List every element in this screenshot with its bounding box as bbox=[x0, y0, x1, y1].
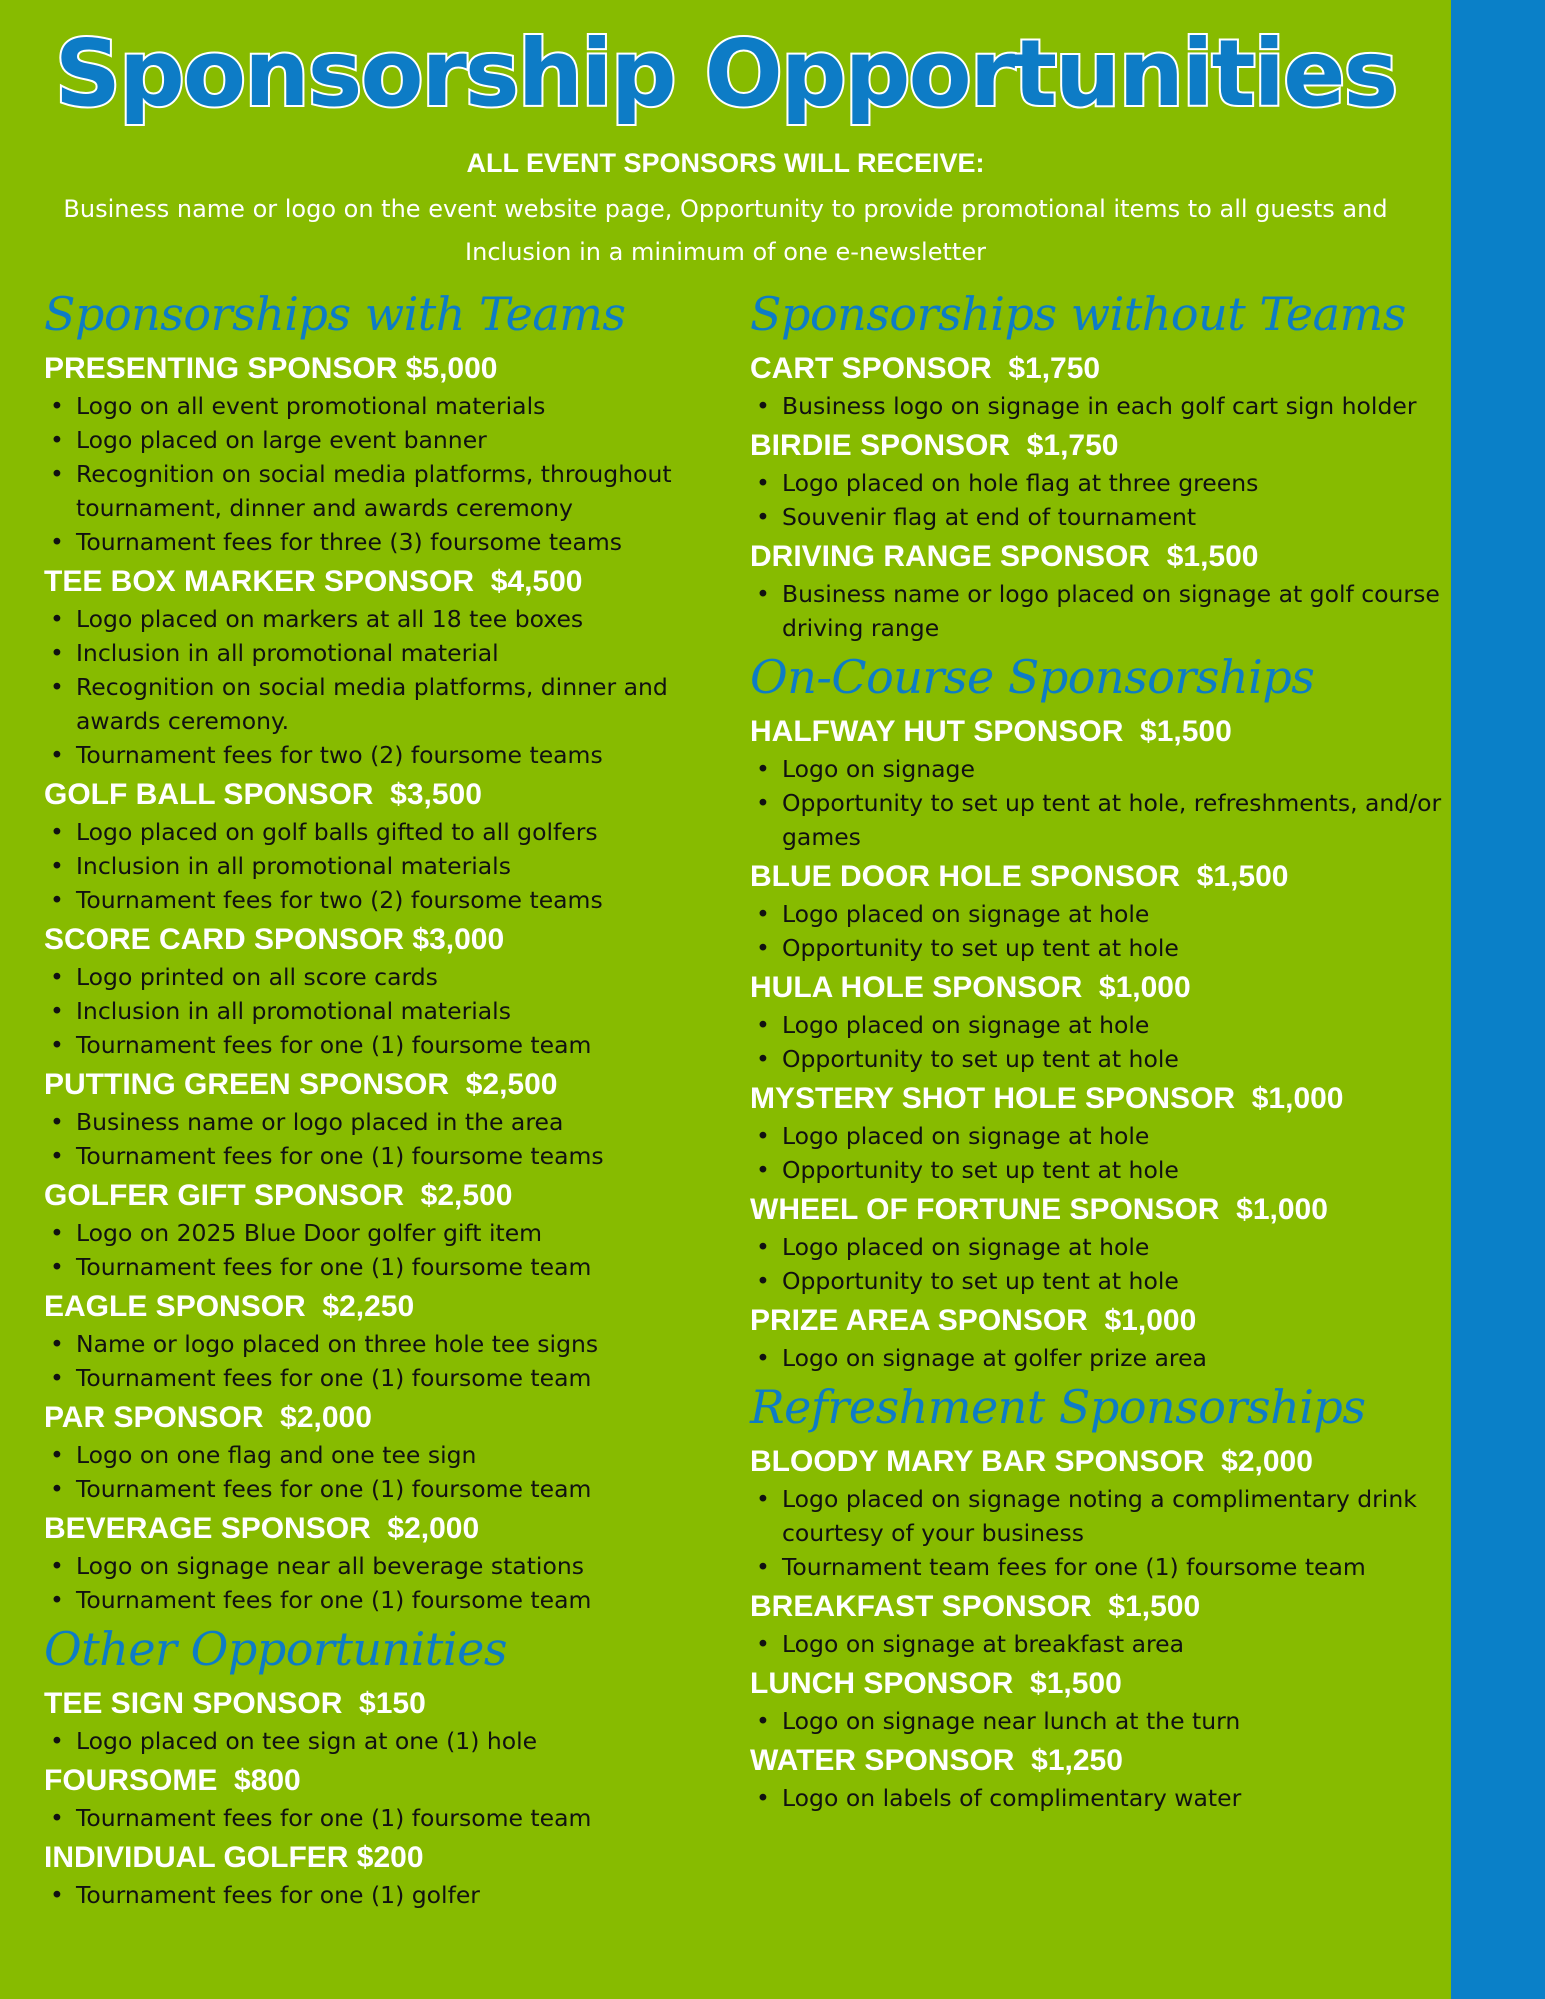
benefit-list bbox=[44, 1105, 744, 1173]
sponsor-mystery-shot-hole-sponsor bbox=[750, 1079, 1450, 1187]
intro-heading: ALL EVENT SPONSORS WILL RECEIVE: bbox=[466, 148, 985, 178]
sponsor-name: HULA HOLE SPONSOR $1,000 bbox=[750, 971, 1191, 1004]
benefit-list bbox=[750, 1781, 1450, 1815]
bullet-icon: • bbox=[756, 469, 770, 497]
benefit-item bbox=[750, 1008, 1450, 1042]
sponsor-name: DRIVING RANGE SPONSOR $1,500 bbox=[750, 540, 1259, 573]
benefit-text: Souvenir flag at end of tournament bbox=[782, 503, 1197, 531]
bullet-icon: • bbox=[50, 460, 64, 488]
benefit-item bbox=[750, 1341, 1450, 1375]
benefit-list bbox=[44, 1878, 744, 1912]
benefit-text: Name or logo placed on three hole tee signs bbox=[76, 1330, 599, 1358]
benefit-text: Tournament fees for one (1) foursome team bbox=[76, 1253, 592, 1281]
bullet-icon: • bbox=[756, 1045, 770, 1073]
benefit-item bbox=[750, 1042, 1450, 1076]
benefit-item bbox=[44, 1472, 744, 1506]
sponsor-par-sponsor bbox=[44, 1398, 744, 1506]
benefit-list bbox=[44, 1327, 744, 1395]
benefit-item bbox=[750, 931, 1450, 965]
bullet-icon: • bbox=[50, 1142, 64, 1170]
benefit-text: Logo placed on markers at all 18 tee boxes bbox=[76, 605, 584, 633]
benefit-text: Logo placed on golf balls gifted to all golfers bbox=[76, 818, 598, 846]
benefit-text: Logo on all event promotional materials bbox=[76, 392, 546, 420]
sponsor-breakfast-sponsor bbox=[750, 1587, 1450, 1661]
bullet-icon: • bbox=[50, 1881, 64, 1909]
benefit-text: Recognition on social media platforms, dinner and awards ceremony. bbox=[76, 673, 668, 735]
benefit-list bbox=[44, 960, 744, 1062]
benefit-item bbox=[750, 389, 1450, 423]
benefit-item bbox=[44, 1549, 744, 1583]
benefit-text: Logo on 2025 Blue Door golfer gift item bbox=[76, 1219, 543, 1247]
bullet-icon: • bbox=[756, 503, 770, 531]
benefit-text: Logo placed on large event banner bbox=[76, 426, 487, 454]
bullet-icon: • bbox=[756, 1122, 770, 1150]
sponsor-name: TEE SIGN SPONSOR $150 bbox=[44, 1687, 426, 1720]
benefit-text: Logo on signage near all beverage stations bbox=[76, 1552, 584, 1580]
sponsor-name: EAGLE SPONSOR $2,250 bbox=[44, 1290, 415, 1323]
sponsor-putting-green-sponsor bbox=[44, 1065, 744, 1173]
section-sponsorships-with-teams bbox=[44, 282, 744, 1617]
benefit-item bbox=[44, 389, 744, 423]
sponsor-name: LUNCH SPONSOR $1,500 bbox=[750, 1667, 1122, 1700]
section-title: Other Opportunities bbox=[44, 1622, 507, 1676]
benefit-list bbox=[44, 1724, 744, 1758]
benefit-item bbox=[44, 960, 744, 994]
benefit-text: Logo placed on signage at hole bbox=[782, 1233, 1150, 1261]
benefit-text: Opportunity to set up tent at hole bbox=[782, 1045, 1179, 1073]
bullet-icon: • bbox=[50, 1330, 64, 1358]
left-column bbox=[44, 282, 744, 1912]
benefit-list bbox=[750, 1119, 1450, 1187]
sponsor-lunch-sponsor bbox=[750, 1664, 1450, 1738]
benefit-list bbox=[750, 1482, 1450, 1584]
benefit-text: Opportunity to set up tent at hole bbox=[782, 1156, 1179, 1184]
benefit-item bbox=[44, 815, 744, 849]
sponsor-name: WHEEL OF FORTUNE SPONSOR $1,000 bbox=[750, 1193, 1328, 1226]
benefit-list bbox=[44, 1438, 744, 1506]
sponsor-tee-box-marker-sponsor bbox=[44, 562, 744, 772]
benefit-item bbox=[750, 1119, 1450, 1153]
benefit-text: Logo placed on tee sign at one (1) hole bbox=[76, 1727, 538, 1755]
bullet-icon: • bbox=[50, 741, 64, 769]
benefit-item bbox=[750, 1230, 1450, 1264]
benefit-list bbox=[44, 815, 744, 917]
sponsor-name: HALFWAY HUT SPONSOR $1,500 bbox=[750, 715, 1232, 748]
benefit-list bbox=[750, 1341, 1450, 1375]
benefit-list bbox=[750, 1230, 1450, 1298]
benefit-item bbox=[44, 602, 744, 636]
sponsor-golfer-gift-sponsor bbox=[44, 1176, 744, 1284]
benefit-item bbox=[44, 1028, 744, 1062]
bullet-icon: • bbox=[756, 789, 770, 817]
benefit-text: Business logo on signage in each golf cart sign holder bbox=[782, 392, 1417, 420]
bullet-icon: • bbox=[756, 1630, 770, 1658]
bullet-icon: • bbox=[50, 1475, 64, 1503]
bullet-icon: • bbox=[756, 580, 770, 608]
sponsor-name: PAR SPONSOR $2,000 bbox=[44, 1401, 372, 1434]
benefit-text: Logo on labels of complimentary water bbox=[782, 1784, 1242, 1812]
benefit-item bbox=[44, 1361, 744, 1395]
sponsor-foursome bbox=[44, 1761, 744, 1835]
benefit-item bbox=[750, 1482, 1450, 1550]
bullet-icon: • bbox=[50, 1108, 64, 1136]
side-accent-bar bbox=[1451, 0, 1545, 1999]
sponsor-name: BLOODY MARY BAR SPONSOR $2,000 bbox=[750, 1445, 1313, 1478]
bullet-icon: • bbox=[50, 528, 64, 556]
bullet-icon: • bbox=[50, 639, 64, 667]
benefit-item bbox=[44, 1801, 744, 1835]
bullet-icon: • bbox=[756, 934, 770, 962]
benefit-item bbox=[44, 1438, 744, 1472]
benefit-text: Tournament fees for one (1) foursome team bbox=[76, 1031, 592, 1059]
bullet-icon: • bbox=[50, 1031, 64, 1059]
bullet-icon: • bbox=[50, 1364, 64, 1392]
benefit-text: Inclusion in all promotional material bbox=[76, 639, 499, 667]
benefit-text: Tournament fees for one (1) foursome team bbox=[76, 1804, 592, 1832]
section-other-opportunities bbox=[44, 1617, 744, 1912]
benefit-text: Tournament fees for one (1) foursome team bbox=[76, 1364, 592, 1392]
bullet-icon: • bbox=[50, 673, 64, 701]
benefit-text: Logo placed on signage at hole bbox=[782, 1122, 1150, 1150]
bullet-icon: • bbox=[50, 1552, 64, 1580]
benefit-item bbox=[750, 466, 1450, 500]
benefit-text: Logo on one flag and one tee sign bbox=[76, 1441, 477, 1469]
benefit-item bbox=[750, 752, 1450, 786]
benefit-text: Logo on signage near lunch at the turn bbox=[782, 1707, 1241, 1735]
benefit-item bbox=[750, 1704, 1450, 1738]
benefit-item bbox=[750, 1153, 1450, 1187]
sponsor-name: MYSTERY SHOT HOLE SPONSOR $1,000 bbox=[750, 1082, 1344, 1115]
benefit-item bbox=[44, 1105, 744, 1139]
bullet-icon: • bbox=[50, 605, 64, 633]
bullet-icon: • bbox=[756, 1707, 770, 1735]
benefit-text: Logo placed on signage noting a complimentary drink courtesy of your business bbox=[782, 1485, 1417, 1547]
benefit-item bbox=[44, 636, 744, 670]
sponsor-name: BREAKFAST SPONSOR $1,500 bbox=[750, 1590, 1201, 1623]
section-title: Sponsorships with Teams bbox=[44, 287, 626, 341]
sponsor-cart-sponsor bbox=[750, 349, 1450, 423]
sponsor-beverage-sponsor bbox=[44, 1509, 744, 1617]
bullet-icon: • bbox=[50, 818, 64, 846]
bullet-icon: • bbox=[50, 1727, 64, 1755]
benefit-list bbox=[750, 1627, 1450, 1661]
bullet-icon: • bbox=[756, 392, 770, 420]
benefit-item bbox=[44, 1139, 744, 1173]
benefit-item bbox=[44, 1327, 744, 1361]
benefit-item bbox=[44, 670, 744, 738]
benefit-list bbox=[44, 1216, 744, 1284]
benefit-text: Tournament team fees for one (1) foursome team bbox=[782, 1553, 1366, 1581]
bullet-icon: • bbox=[756, 900, 770, 928]
sponsor-hula-hole-sponsor bbox=[750, 968, 1450, 1076]
benefit-text: Tournament fees for two (2) foursome teams bbox=[76, 741, 603, 769]
benefit-text: Logo on signage at golfer prize area bbox=[782, 1344, 1207, 1372]
sponsor-individual-golfer bbox=[44, 1838, 744, 1912]
benefit-item bbox=[750, 1781, 1450, 1815]
sponsor-water-sponsor bbox=[750, 1741, 1450, 1815]
benefit-item bbox=[44, 849, 744, 883]
benefit-list bbox=[750, 389, 1450, 423]
benefit-item bbox=[750, 897, 1450, 931]
benefit-list bbox=[750, 466, 1450, 534]
benefit-item bbox=[44, 1250, 744, 1284]
bullet-icon: • bbox=[756, 1233, 770, 1261]
benefit-item bbox=[750, 1627, 1450, 1661]
benefit-text: Logo on signage at breakfast area bbox=[782, 1630, 1185, 1658]
benefit-item bbox=[44, 457, 744, 525]
benefit-text: Business name or logo placed in the area bbox=[76, 1108, 564, 1136]
intro-body: Business name or logo on the event website page, Opportunity to provide promotional items to all guests and Inclusion in a minimum of one e-newsletter bbox=[63, 195, 1388, 266]
benefit-list bbox=[750, 577, 1450, 645]
benefit-text: Tournament fees for one (1) foursome teams bbox=[76, 1142, 604, 1170]
benefit-item bbox=[750, 500, 1450, 534]
benefit-list bbox=[750, 1008, 1450, 1076]
sponsor-name: BIRDIE SPONSOR $1,750 bbox=[750, 429, 1119, 462]
benefit-text: Logo placed on signage at hole bbox=[782, 1011, 1150, 1039]
sponsor-name: WATER SPONSOR $1,250 bbox=[750, 1744, 1123, 1777]
sponsor-wheel-of-fortune-sponsor bbox=[750, 1190, 1450, 1298]
bullet-icon: • bbox=[50, 392, 64, 420]
sponsor-blue-door-hole-sponsor bbox=[750, 857, 1450, 965]
section-on-course-sponsorships bbox=[750, 645, 1450, 1375]
benefit-list bbox=[44, 1801, 744, 1835]
section-title: Sponsorships without Teams bbox=[750, 287, 1406, 341]
sponsor-name: PUTTING GREEN SPONSOR $2,500 bbox=[44, 1068, 558, 1101]
benefit-item bbox=[44, 883, 744, 917]
benefit-list bbox=[750, 752, 1450, 854]
bullet-icon: • bbox=[50, 1219, 64, 1247]
benefit-item bbox=[750, 1264, 1450, 1298]
bullet-icon: • bbox=[50, 997, 64, 1025]
bullet-icon: • bbox=[756, 1011, 770, 1039]
benefit-text: Inclusion in all promotional materials bbox=[76, 997, 511, 1025]
benefit-text: Opportunity to set up tent at hole bbox=[782, 1267, 1179, 1295]
benefit-text: Tournament fees for two (2) foursome teams bbox=[76, 886, 603, 914]
benefit-item bbox=[44, 1878, 744, 1912]
benefit-text: Business name or logo placed on signage at golf course driving range bbox=[782, 580, 1440, 642]
benefit-text: Opportunity to set up tent at hole bbox=[782, 934, 1179, 962]
bullet-icon: • bbox=[756, 1344, 770, 1372]
sponsor-name: PRIZE AREA SPONSOR $1,000 bbox=[750, 1304, 1197, 1337]
bullet-icon: • bbox=[756, 1485, 770, 1513]
bullet-icon: • bbox=[756, 1784, 770, 1812]
benefit-item bbox=[44, 525, 744, 559]
benefit-text: Tournament fees for one (1) foursome team bbox=[76, 1475, 592, 1503]
bullet-icon: • bbox=[756, 1267, 770, 1295]
section-title: Refreshment Sponsorships bbox=[750, 1380, 1366, 1434]
sponsor-score-card-sponsor bbox=[44, 920, 744, 1062]
sponsor-name: CART SPONSOR $1,750 bbox=[750, 352, 1101, 385]
benefit-item bbox=[750, 786, 1450, 854]
sponsor-prize-area-sponsor bbox=[750, 1301, 1450, 1375]
benefit-list bbox=[750, 897, 1450, 965]
bullet-icon: • bbox=[756, 1156, 770, 1184]
bullet-icon: • bbox=[50, 426, 64, 454]
sponsor-eagle-sponsor bbox=[44, 1287, 744, 1395]
sponsor-name: TEE BOX MARKER SPONSOR $4,500 bbox=[44, 565, 583, 598]
sponsor-name: FOURSOME $800 bbox=[44, 1764, 301, 1797]
sponsor-tee-sign-sponsor bbox=[44, 1684, 744, 1758]
benefit-text: Tournament fees for one (1) golfer bbox=[76, 1881, 480, 1909]
benefit-text: Tournament fees for one (1) foursome team bbox=[76, 1586, 592, 1614]
benefit-text: Logo placed on hole flag at three greens bbox=[782, 469, 1259, 497]
benefit-item bbox=[44, 994, 744, 1028]
section-sponsorships-without-teams bbox=[750, 282, 1450, 645]
benefit-item bbox=[44, 1724, 744, 1758]
benefit-item bbox=[44, 423, 744, 457]
benefit-list bbox=[44, 389, 744, 559]
benefit-text: Opportunity to set up tent at hole, refreshments, and/or games bbox=[782, 789, 1442, 851]
sponsor-name: BEVERAGE SPONSOR $2,000 bbox=[44, 1512, 480, 1545]
right-column bbox=[750, 282, 1450, 1815]
sponsor-name: BLUE DOOR HOLE SPONSOR $1,500 bbox=[750, 860, 1289, 893]
benefit-item bbox=[750, 1550, 1450, 1584]
bullet-icon: • bbox=[756, 755, 770, 783]
bullet-icon: • bbox=[50, 963, 64, 991]
benefit-text: Recognition on social media platforms, throughout tournament, dinner and awards ceremony bbox=[76, 460, 672, 522]
bullet-icon: • bbox=[50, 852, 64, 880]
sponsor-name: GOLF BALL SPONSOR $3,500 bbox=[44, 778, 482, 811]
sponsor-name: GOLFER GIFT SPONSOR $2,500 bbox=[44, 1179, 513, 1212]
bullet-icon: • bbox=[50, 1586, 64, 1614]
benefit-text: Tournament fees for three (3) foursome teams bbox=[76, 528, 623, 556]
bullet-icon: • bbox=[50, 1441, 64, 1469]
benefit-list bbox=[750, 1704, 1450, 1738]
benefit-list bbox=[44, 1549, 744, 1617]
benefit-item bbox=[44, 738, 744, 772]
benefit-text: Logo printed on all score cards bbox=[76, 963, 438, 991]
sponsor-halfway-hut-sponsor bbox=[750, 712, 1450, 854]
page-title: Sponsorship Opportunities bbox=[54, 20, 1397, 127]
bullet-icon: • bbox=[756, 1553, 770, 1581]
benefit-text: Logo on signage bbox=[782, 755, 975, 783]
bullet-icon: • bbox=[50, 886, 64, 914]
bullet-icon: • bbox=[50, 1804, 64, 1832]
benefit-item bbox=[44, 1583, 744, 1617]
benefit-item bbox=[750, 577, 1450, 645]
sponsor-driving-range-sponsor bbox=[750, 537, 1450, 645]
sponsor-name: SCORE CARD SPONSOR $3,000 bbox=[44, 923, 505, 956]
benefit-text: Inclusion in all promotional materials bbox=[76, 852, 511, 880]
sponsor-bloody-mary-bar-sponsor bbox=[750, 1442, 1450, 1584]
benefit-text: Logo placed on signage at hole bbox=[782, 900, 1150, 928]
benefit-list bbox=[44, 602, 744, 772]
sponsor-golf-ball-sponsor bbox=[44, 775, 744, 917]
section-title: On-Course Sponsorships bbox=[750, 650, 1315, 704]
sponsor-presenting-sponsor bbox=[44, 349, 744, 559]
sponsor-name: INDIVIDUAL GOLFER $200 bbox=[44, 1841, 424, 1874]
benefit-item bbox=[44, 1216, 744, 1250]
section-refreshment-sponsorships bbox=[750, 1375, 1450, 1815]
sponsor-birdie-sponsor bbox=[750, 426, 1450, 534]
sponsor-name: PRESENTING SPONSOR $5,000 bbox=[44, 352, 498, 385]
bullet-icon: • bbox=[50, 1253, 64, 1281]
